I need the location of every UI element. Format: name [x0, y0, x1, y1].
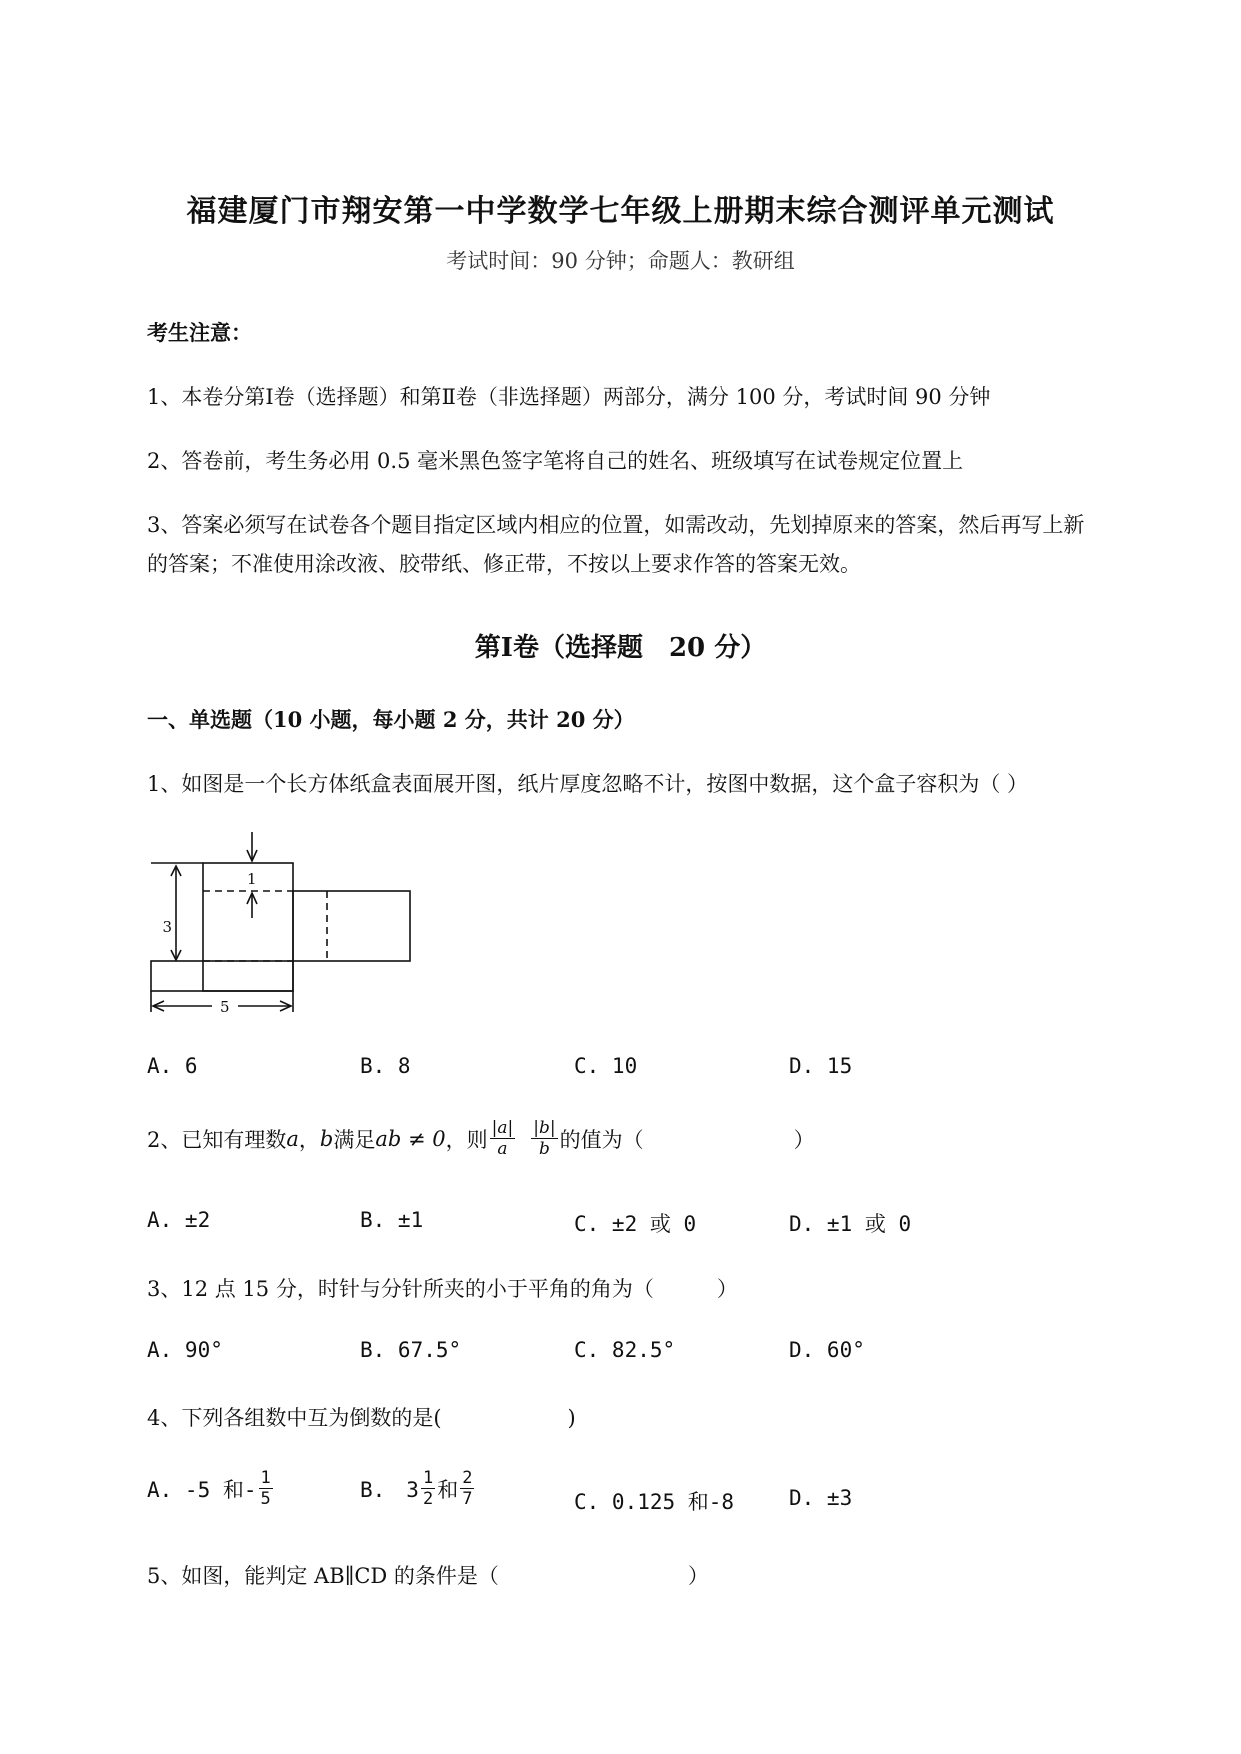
q4-b-fraction-2 — [460, 1468, 474, 1509]
q4-a-num: 1 — [260, 1468, 271, 1488]
q3-option-d[interactable]: D. 60° — [789, 1338, 865, 1362]
question-3-text: 3、12 点 15 分，时针与分针所夹的小于平角的角为（ ） — [147, 1277, 738, 1301]
q2-then: ，则 — [445, 1127, 488, 1152]
q2-fraction-a — [490, 1118, 516, 1159]
q2-suffix: 的值为（ — [559, 1127, 644, 1152]
notice-item-3: 3、答案必须写在试卷各个题目指定区域内相应的位置，如需改动，先划掉原来的答案，然后再写上新 — [147, 513, 1085, 537]
part-heading: 一、单选题（10 小题，每小题 2 分，共计 20 分） — [147, 707, 635, 732]
exam-subtitle: 考试时间：90 分钟；命题人：教研组 — [446, 249, 795, 273]
q2-condition: ab ≠ 0 — [375, 1126, 446, 1151]
q2-option-c[interactable]: C. ±2 或 0 — [574, 1212, 697, 1236]
q2-var-b: b — [319, 1126, 334, 1151]
notice-item-1: 1、本卷分第Ⅰ卷（选择题）和第Ⅱ卷（非选择题）两部分，满分 100 分，考试时间 90 分钟 — [147, 385, 991, 409]
q1-option-d[interactable]: D. 15 — [789, 1054, 853, 1078]
q2-frac-b-den: b — [538, 1139, 550, 1159]
q2-close: ） — [793, 1127, 815, 1152]
notice-item-3-cont: 的答案；不准使用涂改液、胶带纸、修正带，不按以上要求作答的答案无效。 — [147, 552, 861, 576]
q4-b-fraction-1 — [421, 1468, 435, 1509]
label-top: 1 — [247, 870, 257, 888]
q3-option-a[interactable]: A. 90° — [147, 1338, 223, 1362]
question-2-text — [147, 1118, 815, 1159]
q4-a-den: 5 — [260, 1489, 271, 1509]
q3-option-b[interactable]: B. 67.5° — [360, 1338, 462, 1362]
q2-frac-b-num: |b| — [533, 1118, 556, 1138]
q2-option-a[interactable]: A. ±2 — [147, 1208, 211, 1232]
q4-b-num-1: 1 — [422, 1468, 434, 1488]
q2-frac-a-num: |a| — [491, 1118, 514, 1138]
q2-var-a: a — [286, 1126, 299, 1151]
q3-option-c[interactable]: C. 82.5° — [574, 1338, 676, 1362]
q2-fraction-b — [531, 1118, 557, 1159]
q4-option-a[interactable] — [147, 1468, 275, 1509]
q4-option-c[interactable]: C. 0.125 和-8 — [574, 1490, 735, 1514]
q1-option-b[interactable]: B. 8 — [360, 1054, 411, 1078]
question-5-text: 5、如图，能判定 AB∥CD 的条件是（ ） — [147, 1564, 709, 1588]
question-4-text: 4、下列各组数中互为倒数的是( ) — [147, 1406, 576, 1430]
net-bottom-face — [151, 961, 293, 991]
q4-b-mid: 和 — [437, 1477, 459, 1502]
q1-option-c[interactable]: C. 10 — [574, 1054, 638, 1078]
q2-comma: ， — [298, 1127, 320, 1152]
q4-b-prefix: B. 3 — [360, 1477, 419, 1502]
q2-option-b[interactable]: B. ±1 — [360, 1208, 424, 1232]
q4-b-den-1: 2 — [422, 1489, 434, 1509]
label-left: 3 — [162, 918, 172, 936]
q1-option-a[interactable]: A. 6 — [147, 1054, 198, 1078]
notice-item-2: 2、答卷前，考生务必用 0.5 毫米黑色签字笔将自己的姓名、班级填写在试卷规定位置上 — [147, 449, 964, 473]
q2-frac-a-den: a — [497, 1139, 508, 1159]
q4-a-prefix: A. -5 和- — [147, 1477, 257, 1502]
box-net-figure — [140, 828, 430, 1018]
q2-option-d[interactable]: D. ±1 或 0 — [789, 1212, 912, 1236]
q4-b-num-2: 2 — [462, 1468, 473, 1488]
q4-a-fraction — [259, 1468, 273, 1509]
exam-title: 福建厦门市翔安第一中学数学七年级上册期末综合测评单元测试 — [186, 194, 1055, 229]
q2-prefix: 2、已知有理数 — [147, 1127, 287, 1152]
question-1-text: 1、如图是一个长方体纸盒表面展开图，纸片厚度忽略不计，按图中数据，这个盒子容积为（ ） — [147, 772, 1029, 796]
notice-heading: 考生注意： — [147, 320, 252, 345]
q4-option-d[interactable]: D. ±3 — [789, 1486, 853, 1510]
q2-mid: 满足 — [333, 1127, 376, 1152]
net-right-face — [293, 891, 410, 961]
label-bottom: 5 — [220, 998, 230, 1016]
q4-option-b[interactable] — [360, 1468, 476, 1509]
q4-b-den-2: 7 — [462, 1489, 473, 1509]
section-title: 第Ⅰ卷（选择题 20 分） — [474, 633, 767, 663]
